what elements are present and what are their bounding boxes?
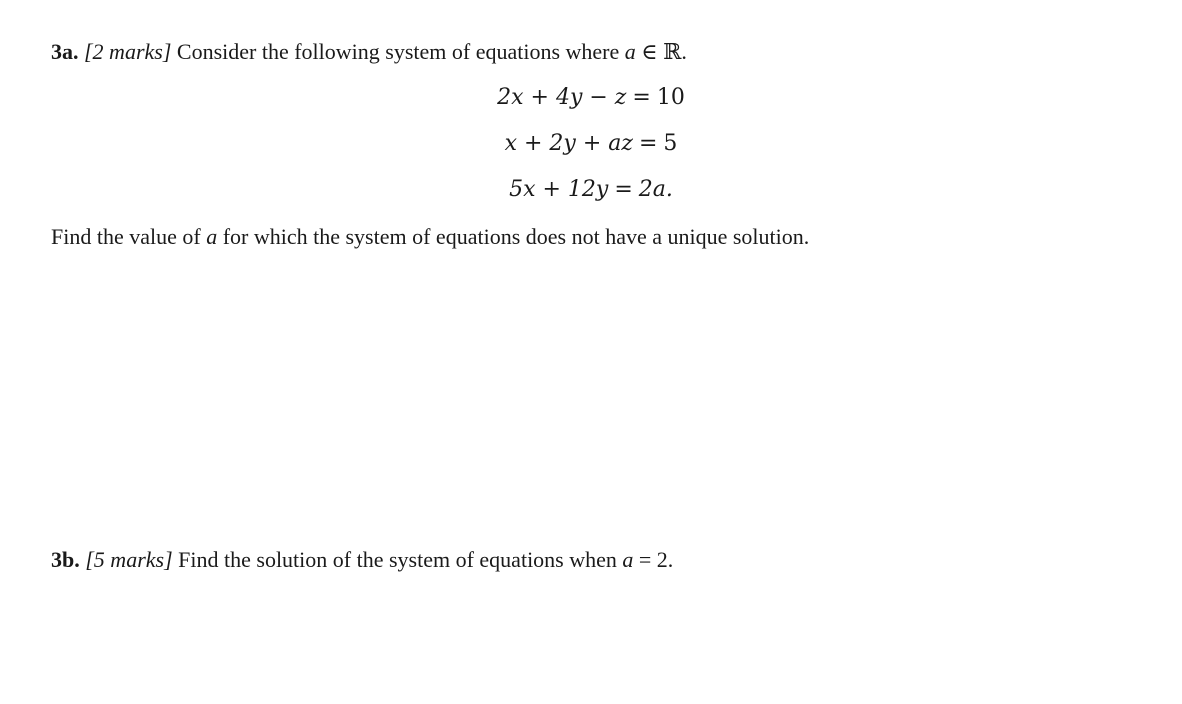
variable-a: a	[206, 224, 218, 249]
task-text-start: Find the value of	[51, 224, 201, 249]
equation-rhs: 2a.	[638, 177, 673, 202]
marks-label: [5 marks]	[85, 547, 173, 572]
variable-a: a	[622, 547, 634, 572]
equation-lhs: 2x + 4y − z	[497, 85, 627, 110]
question-3b-header	[51, 546, 673, 574]
question-3a-task	[51, 223, 809, 251]
equation-1: 2x + 4y − z = 10	[497, 85, 685, 110]
set-symbol: ∈ ℝ.	[641, 39, 687, 64]
question-3a-header	[51, 38, 687, 66]
equation-rhs: 10	[656, 85, 685, 110]
equation-rhs: 5	[663, 131, 678, 156]
variable-a: a	[624, 39, 636, 64]
marks-label: [2 marks]	[84, 39, 172, 64]
question-number: 3b.	[51, 547, 80, 572]
question-number: 3a.	[51, 39, 79, 64]
equation-2: x + 2y + az = 5	[504, 131, 678, 156]
equation-lhs: 5x + 12y	[509, 177, 609, 202]
question-prompt: Find the solution of the system of equations when	[178, 547, 617, 572]
equation-3: 5x + 12y = 2a.	[509, 177, 673, 202]
condition: = 2.	[638, 547, 674, 572]
question-prompt: Consider the following system of equations where	[176, 39, 620, 64]
equation-lhs: x + 2y + az	[504, 131, 633, 156]
task-text-end: for which the system of equations does not have a unique solution.	[222, 224, 810, 249]
